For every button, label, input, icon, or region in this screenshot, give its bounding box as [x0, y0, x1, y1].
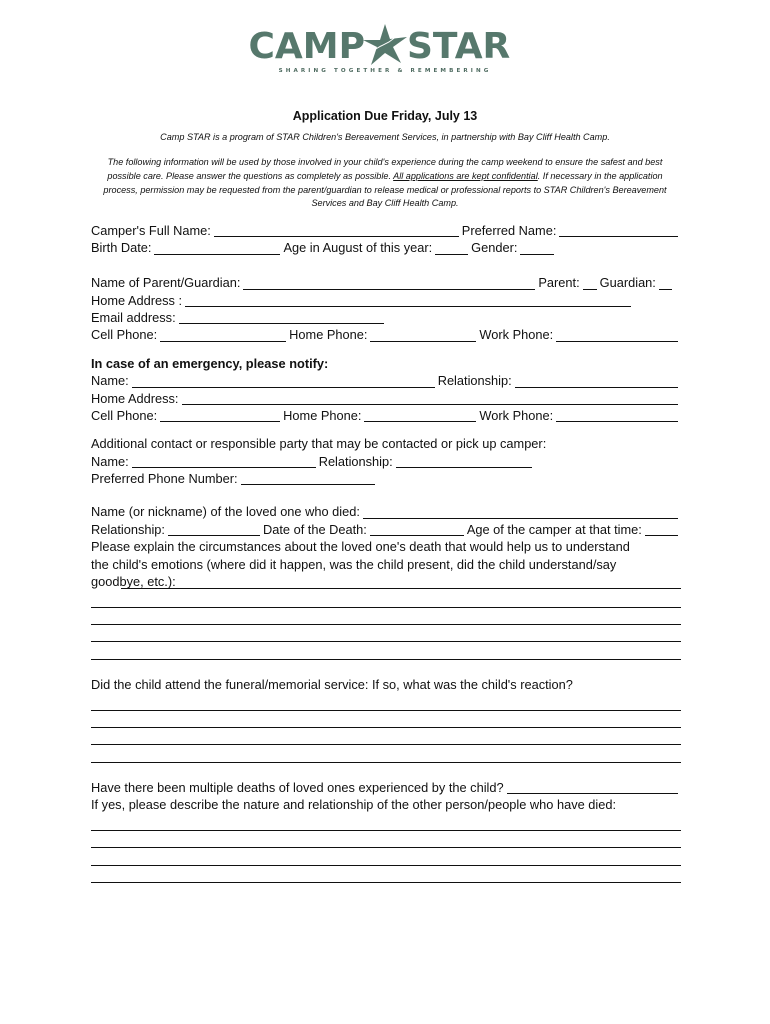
gender-field[interactable] [520, 242, 554, 255]
multiple-answer-line-1[interactable] [91, 814, 681, 831]
multiple-answer-line-2[interactable] [91, 831, 681, 848]
parent-name-field[interactable] [243, 277, 535, 290]
intro-info [100, 156, 670, 211]
parent-address-row [91, 292, 681, 309]
preferred-phone-label: Preferred Phone Number: [91, 471, 238, 487]
home-phone-field[interactable] [370, 329, 476, 342]
emergency-name-field[interactable] [132, 375, 435, 388]
intro-program: Camp STAR is a program of STAR Children's Bereavement Services, in partnership with Bay Cliff Health Camp. [160, 132, 610, 142]
age-at-time-field[interactable] [645, 523, 678, 536]
multiple-answer-line-3[interactable] [91, 848, 681, 865]
work-phone-field[interactable] [556, 329, 678, 342]
emergency-home-phone-field[interactable] [364, 409, 476, 422]
emergency-relationship-field[interactable] [515, 375, 678, 388]
multiple-describe-label: If yes, please describe the nature and relationship of the other person/people who have died: [91, 797, 617, 813]
emergency-address-label: Home Address: [91, 390, 179, 406]
age-august-label: Age in August of this year: [283, 240, 433, 256]
circumstances-label: Please explain the circumstances about the loved one's death that would help us to understand the child's emotions (where did it happen, was the child present, did the child understand/say goodbye, etc.): [91, 539, 630, 590]
multiple-answer-line-4[interactable] [91, 866, 681, 883]
funeral-answer-line-2[interactable] [91, 711, 681, 728]
application-form [91, 222, 681, 883]
emergency-address-field[interactable] [182, 392, 679, 405]
emergency-name-label: Name: [91, 373, 129, 389]
intro-text-a: The following information will be used by those involved in your child's experience during the camp weekend to ensure the safest and best possible care. Please answer the questions as completely as possible. [107, 157, 663, 181]
logo-star-text: STAR [407, 26, 511, 67]
funeral-answer-line-4[interactable] [91, 745, 681, 762]
email-field[interactable] [179, 311, 384, 324]
birth-date-label: Birth Date: [91, 240, 152, 256]
emergency-heading: In case of an emergency, please notify: [91, 355, 329, 371]
email-label: Email address: [91, 309, 176, 325]
intro-confidential: All applications are kept confidential [393, 170, 538, 181]
home-address-label: Home Address : [91, 292, 183, 308]
emergency-name-row [91, 372, 681, 389]
age-at-time-label: Age of the camper at that time: [466, 521, 642, 537]
cell-phone-label: Cell Phone: [91, 327, 158, 343]
guardian-check-field[interactable] [659, 277, 672, 290]
parent-checkbox-label: Parent: [538, 275, 580, 291]
guardian-checkbox-label: Guardian: [599, 275, 656, 291]
emergency-cell-label: Cell Phone: [91, 407, 158, 423]
cell-phone-field[interactable] [160, 329, 286, 342]
logo-camp-text: CAMP [248, 26, 365, 67]
additional-relationship-field[interactable] [396, 455, 532, 468]
multiple-deaths-row [91, 779, 681, 796]
additional-name-field[interactable] [132, 455, 316, 468]
parent-email-row [91, 309, 681, 326]
loved-one-name-label: Name (or nickname) of the loved one who died: [91, 504, 360, 520]
preferred-name-label: Preferred Name: [461, 222, 557, 238]
star-icon [363, 24, 407, 65]
emergency-work-phone-label: Work Phone: [479, 407, 554, 423]
gender-label: Gender: [471, 240, 518, 256]
work-phone-label: Work Phone: [479, 327, 554, 343]
logo-graphic [248, 20, 511, 67]
circumstances-answer-line-4[interactable] [91, 642, 681, 659]
additional-name-row [91, 453, 681, 470]
circumstances-question [91, 538, 651, 590]
preferred-phone-field[interactable] [241, 472, 375, 485]
additional-phone-row [91, 470, 681, 487]
loved-one-relationship-field[interactable] [168, 523, 260, 536]
camper-full-name-label: Camper's Full Name: [91, 222, 211, 238]
camper-full-name-field[interactable] [214, 224, 459, 237]
loved-one-name-row [91, 503, 681, 520]
loved-one-relationship-label: Relationship: [91, 521, 165, 537]
home-phone-label: Home Phone: [289, 327, 368, 343]
parent-name-row [91, 274, 681, 291]
multiple-deaths-label: Have there been multiple deaths of loved ones experienced by the child? [91, 779, 504, 795]
circumstances-first-line[interactable] [121, 588, 681, 589]
home-address-field[interactable] [185, 294, 631, 307]
birth-date-field[interactable] [154, 242, 280, 255]
emergency-address-row [91, 390, 681, 407]
date-of-death-field[interactable] [370, 523, 464, 536]
funeral-question: Did the child attend the funeral/memorial service: If so, what was the child's reaction? [91, 676, 573, 692]
camp-star-logo [0, 20, 770, 74]
circumstances-answer-line-1[interactable] [91, 590, 681, 607]
page-title: Application Due Friday, July 13 [292, 109, 478, 123]
date-of-death-label: Date of the Death: [262, 521, 367, 537]
logo-tagline: SHARING TOGETHER & REMEMBERING [278, 68, 492, 74]
additional-name-label: Name: [91, 453, 129, 469]
age-august-field[interactable] [435, 242, 468, 255]
loved-one-details-row [91, 521, 681, 538]
circumstances-answer-line-3[interactable] [91, 625, 681, 642]
emergency-work-phone-field[interactable] [556, 409, 678, 422]
parent-check-field[interactable] [583, 277, 597, 290]
funeral-answer-line-1[interactable] [91, 693, 681, 710]
intro-text-b: . If necessary in the application process, permission may be requested from the parent/guardian to release medical or professional reports to STAR Children's Bereavement Services and Bay Cliff Health Camp. [103, 170, 667, 209]
additional-relationship-label: Relationship: [318, 453, 393, 469]
camper-name-row [91, 222, 681, 239]
parent-name-label: Name of Parent/Guardian: [91, 275, 241, 291]
emergency-phone-row [91, 407, 681, 424]
circumstances-answer-line-2[interactable] [91, 608, 681, 625]
funeral-answer-line-3[interactable] [91, 728, 681, 745]
multiple-deaths-field[interactable] [507, 781, 678, 794]
preferred-name-field[interactable] [559, 224, 678, 237]
emergency-home-phone-label: Home Phone: [283, 407, 362, 423]
emergency-cell-field[interactable] [160, 409, 280, 422]
parent-phone-row [91, 326, 681, 343]
camper-birth-row [91, 239, 681, 256]
additional-heading: Additional contact or responsible party that may be contacted or pick up camper: [91, 436, 547, 452]
loved-one-name-field[interactable] [363, 506, 678, 519]
emergency-relationship-label: Relationship: [437, 373, 512, 389]
